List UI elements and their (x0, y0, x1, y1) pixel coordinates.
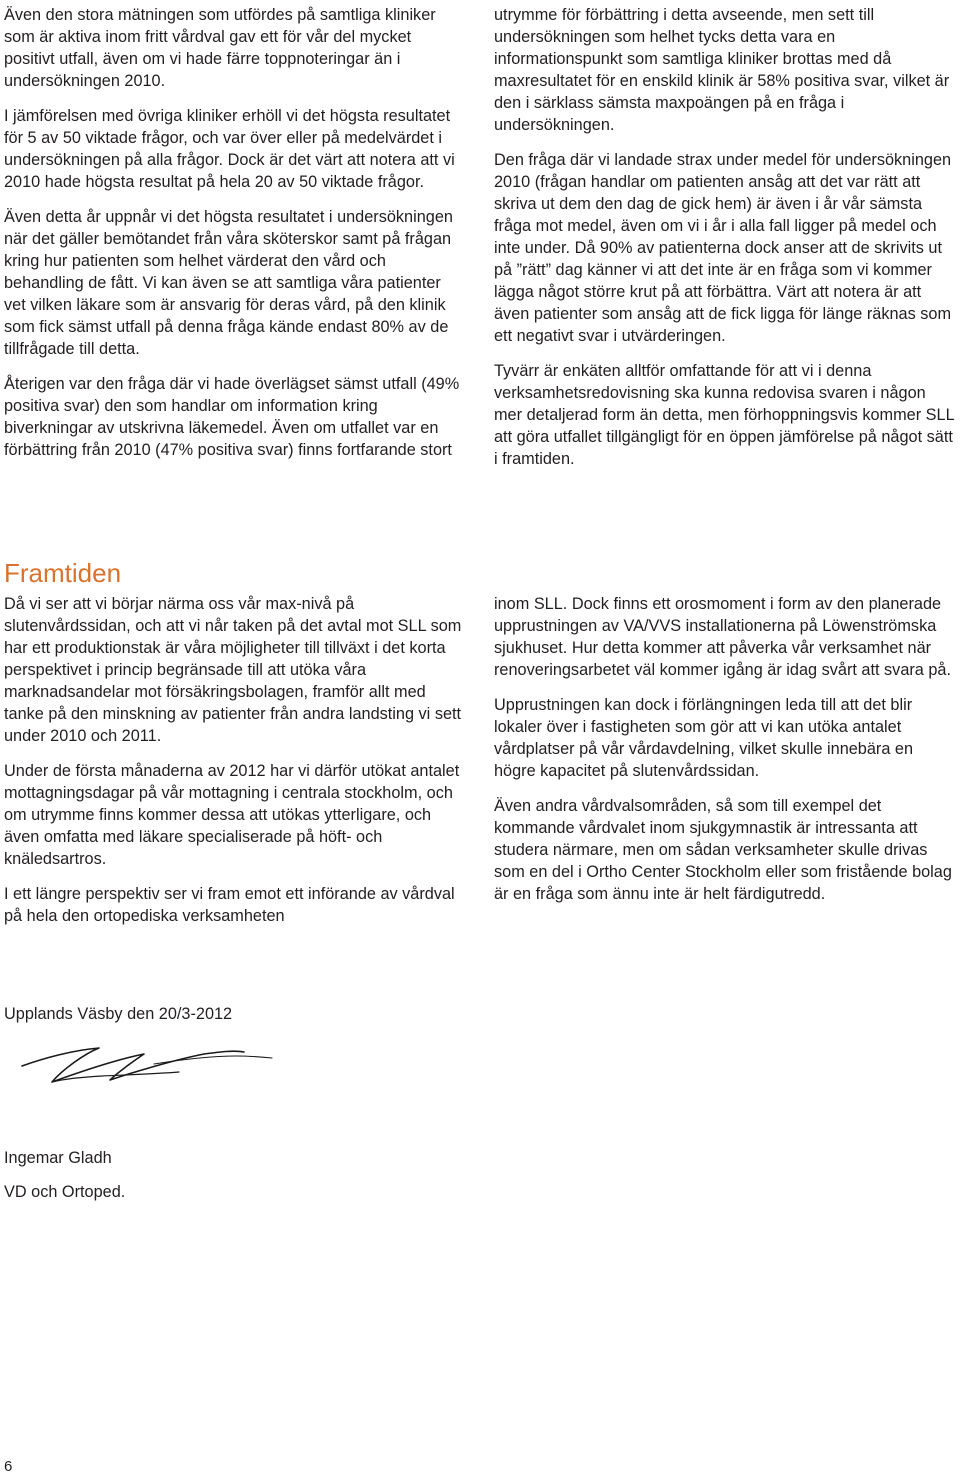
body-paragraph: inom SLL. Dock finns ett orosmoment i form av den planerade upprustningen av VA/VVS installationerna på Löwenströmska sjukhuset. Hur detta kommer att påverka vår verksamhet när renoveringsarbetet väl kommer igång är idag svårt att svara på. (494, 595, 952, 679)
body-paragraph: Även detta år uppnår vi det högsta resultatet i undersökningen när det gäller bemötandet från våra sköterskor samt på frågan kring hur patienten som helhet värderat den vård och behandling de fått. Vi kan även se att samtliga våra patienter vet vilken läkare som är ansvarig för deras vård, på den klinik som fick sämst utfall på denna fråga kände endast 80% av de tillfrågade till detta. (4, 208, 453, 358)
place-date: Upplands Väsby den 20/3-2012 (4, 1005, 233, 1023)
page-number: 6 (4, 1458, 13, 1475)
section-heading: Framtiden (4, 558, 122, 588)
body-paragraph: utrymme för förbättring i detta avseende, men sett till undersökningen som helhet tycks detta vara en informationspunkt som samtliga kliniker brottas med då maxresultatet för en enskild klinik är 58% positiva svar, vilket är den i särklass sämsta maxpoängen på en fråga i undersökningen. (494, 6, 950, 134)
top-left-column (4, 4, 466, 461)
bottom-left-column (4, 593, 466, 927)
signer-title: VD och Ortoped. (4, 1183, 126, 1201)
top-right-column (494, 4, 956, 470)
body-paragraph: I ett längre perspektiv ser vi fram emot ett införande av vårdval på hela den ortopediska verksamheten (4, 885, 455, 925)
body-paragraph: Under de första månaderna av 2012 har vi därför utökat antalet mottagningsdagar på vår mottagning i centrala stockholm, och om utrymme finns kommer dessa att utökas ytterligare, och även omfatta med läkare specialiserade på höft- och knäledsartros. (4, 762, 460, 868)
body-paragraph: Den fråga där vi landade strax under medel för undersökningen 2010 (frågan handlar om patienten ansåg att det var rätt att skriva ut dem den dag de gick hem) är även i år vår sämsta fråga mot medel, även om vi i år i alla fall ligger på medel och inte under. Då 90% av patienterna dock anser att de skrivits ut på ”rätt” dag känner vi att det inte är en fråga som vi kommer lägga något större krut på att förbättra. Värt att notera är att även patienter som ansåg att de fick ligga för länge räknas som ett negativt svar i utvärderingen. (494, 151, 952, 345)
bottom-right-column (494, 593, 956, 905)
body-paragraph: Tyvärr är enkäten alltför omfattande för att vi i denna verksamhetsredovisning ska kunna redovisa svaren i någon mer detaljerad form än detta, men förhoppningsvis kommer SLL att göra utfallet tillgängligt för en öppen jämförelse på något sätt i framtiden. (494, 362, 955, 468)
body-paragraph: Även den stora mätningen som utfördes på samtliga kliniker som är aktiva inom fritt vårdval gav ett för vår del mycket positivt utfall, även om vi hade färre toppnoteringar än i undersökningen 2010. (4, 6, 436, 90)
body-paragraph: Återigen var den fråga där vi hade överlägset sämst utfall (49% positiva svar) den som handlar om information kring biverkningar av utskrivna läkemedel. Även om utfallet var en förbättring från 2010 (47% positiva svar) finns fortfarande stort (4, 375, 460, 459)
handwritten-signature (4, 1030, 304, 1130)
body-paragraph: Upprustningen kan dock i förlängningen leda till att det blir lokaler över i fastigheten som gör att vi kan utöka antalet vårdplatser på vår vårdavdelning, vilket skulle innebära en högre kapacitet på slutenvårdssidan. (494, 696, 914, 780)
body-paragraph: I jämförelsen med övriga kliniker erhöll vi det högsta resultatet för 5 av 50 viktade frågor, och var över eller på medelvärdet i undersökningen på alla frågor. Dock är det värt att notera att vi 2010 hade högsta resultat på hela 20 av 50 viktade frågor. (4, 107, 455, 191)
body-paragraph: Även andra vårdvalsområden, så som till exempel det kommande vårdvalet inom sjukgymnastik är intressanta att studera närmare, men om sådan verksamheter skulle drivas som en del i Ortho Center Stockholm eller som fristående bolag är en fråga som ännu inte är helt färdigutredd. (494, 797, 952, 903)
body-paragraph: Då vi ser att vi börjar närma oss vår max-nivå på slutenvårdssidan, och att vi når taken på det avtal mot SLL som har ett produktionstak är våra möjligheter till tillväxt i det korta perspektivet i princip begränsade till att utöka våra marknadsandelar mot försäkringsbolagen, framför allt med tanke på den minskning av patienter från andra landsting vi sett under 2010 och 2011. (4, 595, 462, 745)
signer-name: Ingemar Gladh (4, 1149, 112, 1167)
